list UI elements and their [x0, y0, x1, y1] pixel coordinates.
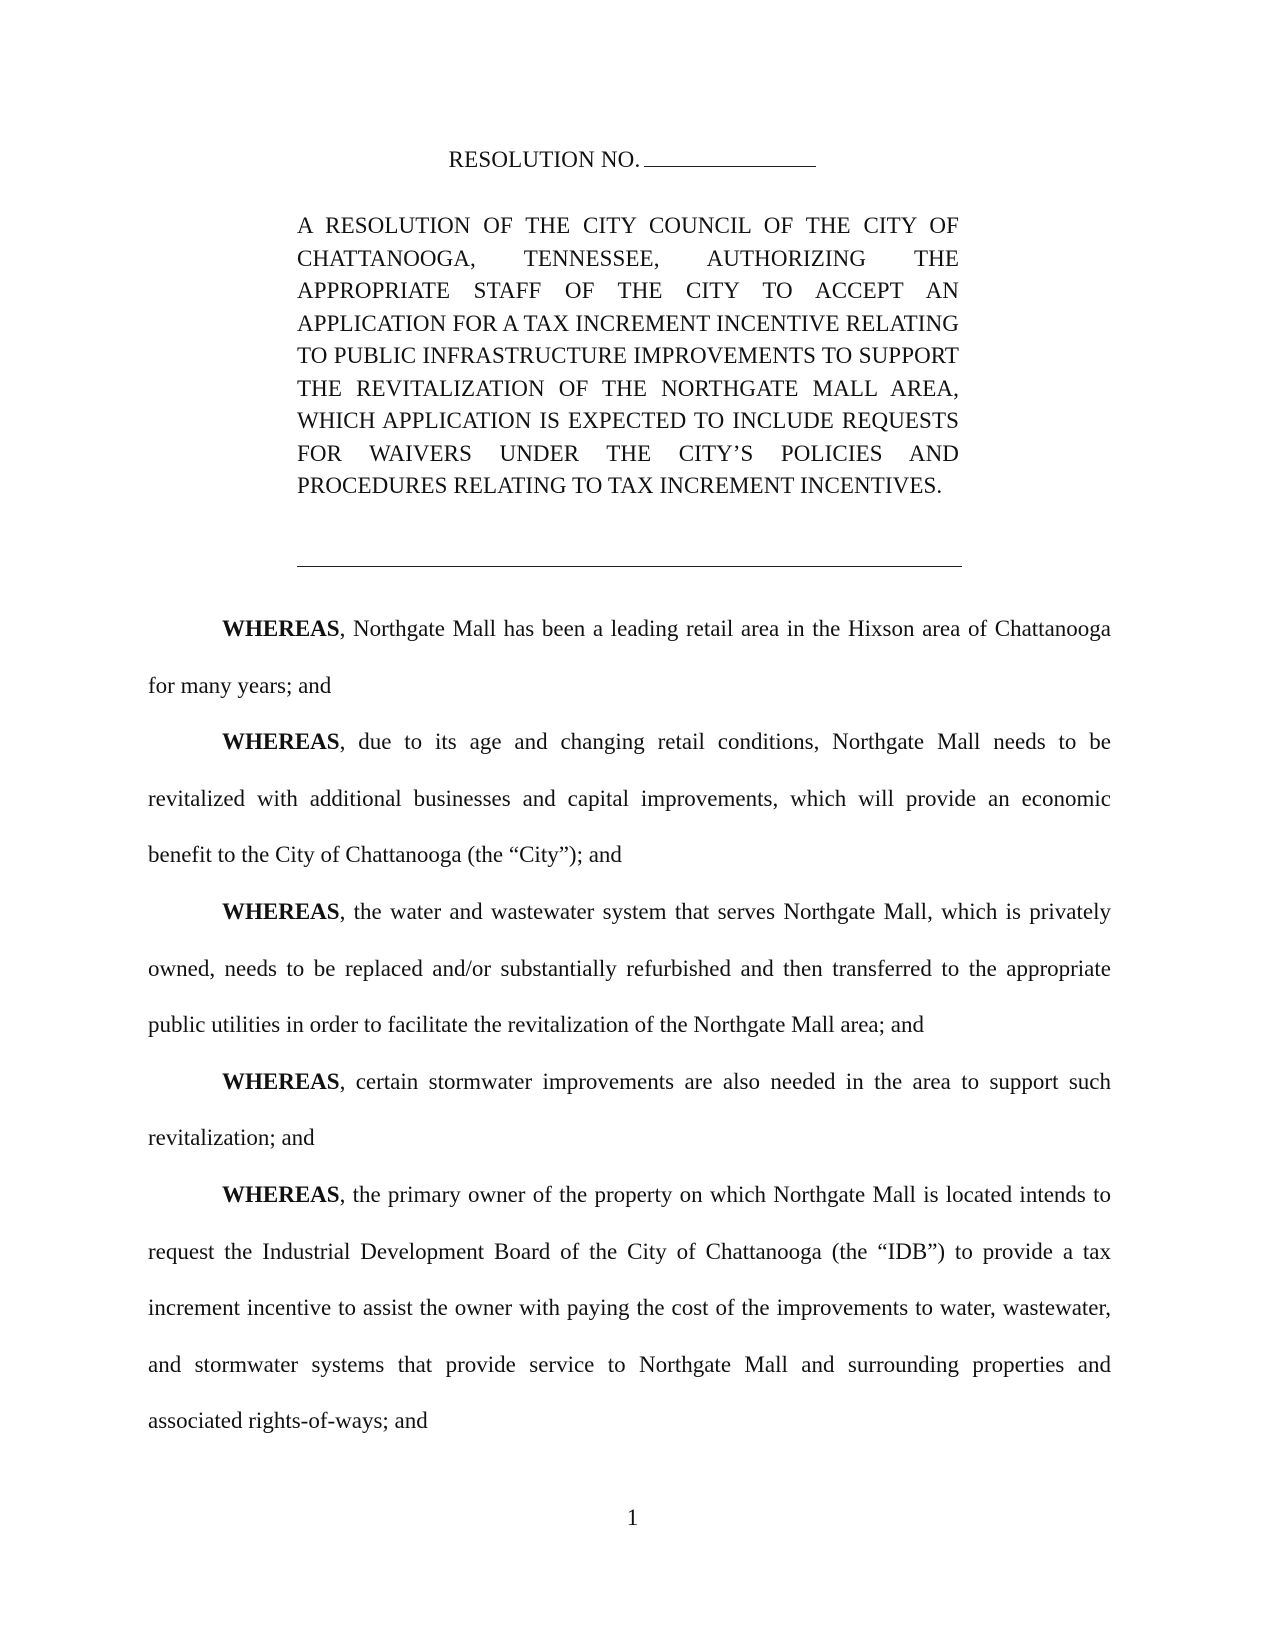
whereas-paragraph-2	[148, 714, 1111, 884]
whereas-paragraph-5	[148, 1167, 1111, 1450]
whereas-text: , certain stormwater improvements are also needed in the area to support such revitalization; and	[148, 1068, 1111, 1151]
whereas-text: , the water and wastewater system that serves Northgate Mall, which is privately owned, needs to be replaced and/or substantially refurbished and then transferred to the appropriate public utilities in order to facilitate the revitalization of the Northgate Mall area; and	[148, 898, 1111, 1038]
whereas-lead: WHEREAS	[222, 729, 340, 755]
caption-divider	[297, 566, 962, 567]
whereas-paragraph-1	[148, 601, 1111, 714]
resolution-caption: A RESOLUTION OF THE CITY COUNCIL OF THE CITY OF CHATTANOOGA, TENNESSEE, AUTHORIZING THE APPROPRIATE STAFF OF THE CITY TO ACCEPT AN APPLICATION FOR A TAX INCREMENT INCENTIVE RELATING TO PUBLIC INFRASTRUCTURE IMPROVEMENTS TO SUPPORT THE REVITALIZATION OF THE NORTHGATE MALL AREA, WHICH APPLICATION IS EXPECTED TO INCLUDE REQUESTS FOR WAIVERS UNDER THE CITY’S POLICIES AND PROCEDURES RELATING TO TAX INCREMENT INCENTIVES.	[297, 213, 959, 498]
whereas-text: , Northgate Mall has been a leading retail area in the Hixson area of Chattanooga for many years; and	[148, 616, 1111, 698]
whereas-lead: WHEREAS	[222, 616, 340, 641]
whereas-text: , the primary owner of the property on which Northgate Mall is located intends to request the Industrial Development Board of the City of Chattanooga (the “IDB”) to provide a tax increment incentive to assist the owner with paying the cost of the improvements to water, wastewater, and stormwater systems that provide service to Northgate Mall and surrounding properties and associated rights-of-ways; and	[148, 1181, 1111, 1434]
whereas-text: , due to its age and changing retail conditions, Northgate Mall needs to be revitalized with additional businesses and capital improvements, which will provide an economic benefit to the City of Chattanooga (the “City”); and	[148, 729, 1111, 868]
whereas-lead: WHEREAS	[222, 898, 340, 924]
whereas-paragraph-3	[148, 884, 1111, 1054]
whereas-lead: WHEREAS	[222, 1068, 340, 1094]
resolution-label: RESOLUTION NO.	[448, 147, 641, 172]
resolution-number-line	[0, 146, 1265, 173]
resolution-number-blank	[644, 146, 816, 167]
recitals-body	[148, 601, 1111, 1450]
whereas-paragraph-4	[148, 1054, 1111, 1167]
page-number: 1	[626, 1505, 639, 1530]
whereas-lead: WHEREAS	[222, 1181, 340, 1207]
